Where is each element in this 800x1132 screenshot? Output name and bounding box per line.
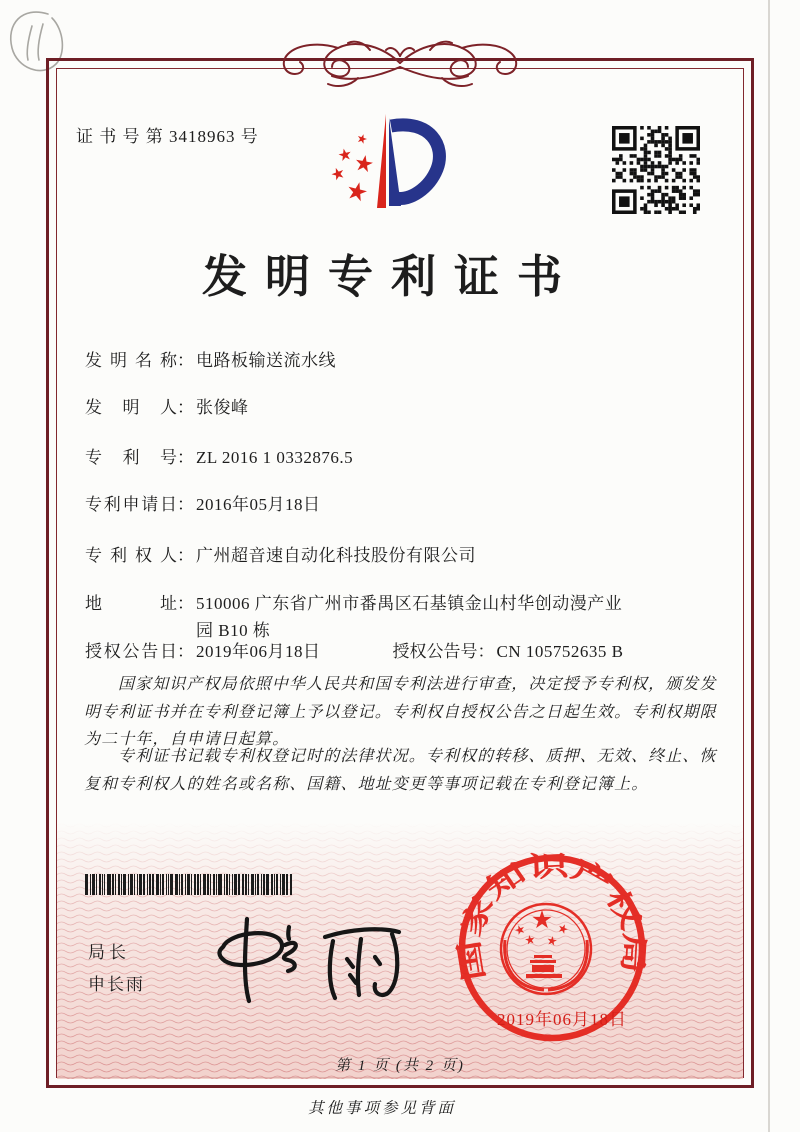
field-patentee (85, 542, 476, 569)
qr-code (612, 126, 700, 214)
field-patent-number (85, 444, 353, 471)
field-label: 发明人 (85, 398, 177, 417)
seal-date: 2019年06月18日 (497, 1010, 627, 1029)
field-label: 授权公告日 (85, 642, 177, 661)
field-address (85, 590, 636, 644)
certificate-title: 发明专利证书 (201, 252, 580, 302)
field-colon: ： (177, 546, 194, 565)
body-paragraph-2: 专利证书记载专利权登记时的法律状况。专利权的转移、质押、无效、终止、恢复和专利权人的姓名或名称、国籍、地址变更等事项记载在专利登记簿上。 (84, 748, 717, 793)
field-label: 发明名称 (85, 351, 177, 370)
back-side-note: 其他事项参见背面 (307, 1100, 456, 1117)
seal-ring-text-holder (453, 850, 649, 983)
seal-ring-text: 国家知识产权局 (455, 851, 650, 983)
field-colon: ： (177, 448, 194, 467)
field-inventor (85, 394, 249, 421)
signature-handwriting (185, 905, 413, 1010)
field-label: 专利号 (85, 448, 177, 467)
certificate-number: 证 书 号 第 3418963 号 (76, 127, 259, 146)
field-value: 电路板输送流水线 (196, 351, 336, 370)
grant-number-value: CN 105752635 B (496, 642, 624, 661)
page-number: 第 1 页 (共 2 页) (335, 1058, 465, 1074)
field-value: 广州超音速自动化科技股份有限公司 (196, 546, 476, 565)
field-label: 授权公告号 (392, 642, 478, 661)
field-colon: ： (177, 594, 194, 613)
field-label: 地址 (85, 594, 177, 613)
guilloche-background (57, 822, 743, 1079)
national-emblem-icon (501, 904, 591, 994)
field-label: 专利权人 (85, 546, 177, 565)
field-colon: ： (177, 642, 194, 661)
field-value: 2016年05月18日 (196, 495, 321, 514)
field-value: 张俊峰 (196, 398, 249, 417)
grant-date-value: 2019年06月18日 (196, 642, 321, 661)
body-paragraph-1: 国家知识产权局依照中华人民共和国专利法进行审查，决定授予专利权，颁发发明专利证书并在专利登记簿上予以登记。专利权自授权公告之日起生效。专利权期限为二十年，自申请日起算。 (84, 676, 717, 748)
logo-triangle-red (377, 114, 386, 208)
field-filing-date (85, 491, 321, 518)
field-colon: ： (177, 495, 194, 514)
field-value: ZL 2016 1 0332876.5 (196, 448, 354, 467)
field-invention-name (85, 347, 336, 374)
barcode (85, 874, 297, 895)
field-value: 510006 广东省广州市番禺区石基镇金山村华创动漫产业园 B10 栋 (196, 594, 623, 640)
signer-title: 局长 (88, 943, 130, 962)
grant-number-field (393, 638, 624, 665)
scan-edge-line (768, 0, 770, 1132)
field-colon: ： (177, 398, 194, 417)
field-label: 专利申请日 (85, 495, 177, 514)
cnipa-logo (325, 106, 465, 228)
signer-name: 申长雨 (88, 975, 145, 994)
field-grant-row (85, 638, 623, 665)
field-colon: ： (177, 351, 194, 370)
border-flourish-ornament-icon (262, 34, 538, 92)
field-colon: ： (477, 642, 495, 661)
